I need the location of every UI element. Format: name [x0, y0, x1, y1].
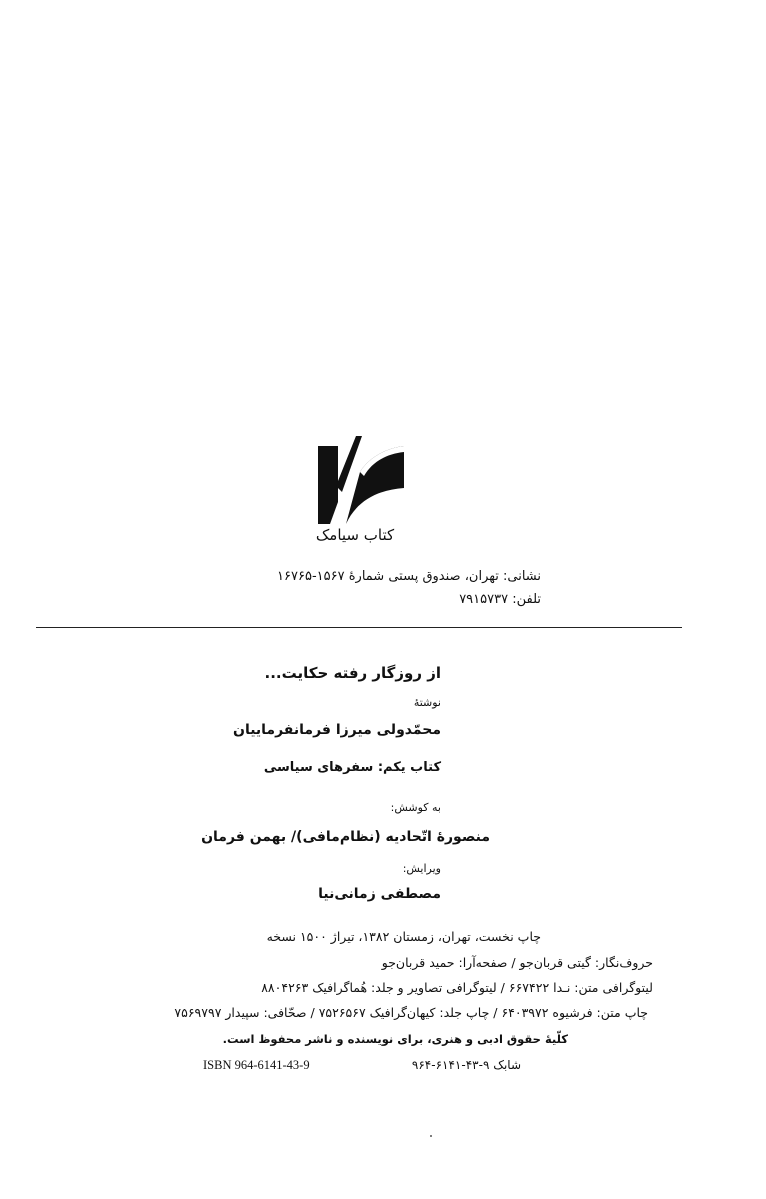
- publisher-address: نشانی: تهران، صندوق پستی شمارهٔ ۱۵۶۷-۱۶۷۶۵: [277, 569, 541, 584]
- edited-by-label: ویرایش:: [402, 862, 441, 875]
- book-logo-icon: [316, 432, 406, 530]
- book-title: از روزگار رفته حکایت...: [264, 664, 441, 682]
- volume-title: کتاب یکم: سفرهای سیاسی: [263, 760, 441, 775]
- publisher-name: کتاب سیامک: [315, 526, 395, 544]
- isbn-latin: ISBN 964-6141-43-9: [203, 1058, 310, 1072]
- printing-line: چاپ متن: فرشیوه ۶۴۰۳۹۷۲ / چاپ جلد: کیهان‌گرافیک ۷۵۲۶۵۶۷ / صحّافی: سپیدار ۷۵۶۹۷۹۷: [174, 1005, 648, 1020]
- typesetting-line: حروف‌نگار: گیتی قربان‌جو / صفحه‌آرا: حمید قربان‌جو: [381, 955, 653, 970]
- speck: [430, 1135, 432, 1137]
- written-by-label: نوشتهٔ: [413, 696, 441, 709]
- lithography-line: لیتوگرافی متن: نـدا ۶۶۷۴۲۲ / لیتوگرافی تصاویر و جلد: هُماگرافیک ۸۸۰۴۲۶۳: [261, 980, 653, 995]
- compilers-names: منصورهٔ اتّحادیه (نظام‌مافی)/ بهمن فرمان: [201, 829, 490, 845]
- author-name: محمّدولی میرزا فرمانفرماییان: [233, 722, 441, 738]
- isbn-persian: شابک ۹-۴۳-۶۱۴۱-۹۶۴: [411, 1058, 521, 1072]
- publisher-phone: تلفن: ۷۹۱۵۷۳۷: [459, 592, 541, 607]
- rights-line: کلّیهٔ حقوق ادبی و هنری، برای نویسنده و ناشر محفوظ است.: [222, 1032, 568, 1046]
- compiled-by-label: به کوشش:: [390, 801, 441, 814]
- divider: [36, 627, 682, 628]
- editor-name: مصطفی زمانی‌نیا: [318, 886, 441, 902]
- edition-line: چاپ نخست، تهران، زمستان ۱۳۸۲، تیراژ ۱۵۰۰ نسخه: [266, 929, 541, 944]
